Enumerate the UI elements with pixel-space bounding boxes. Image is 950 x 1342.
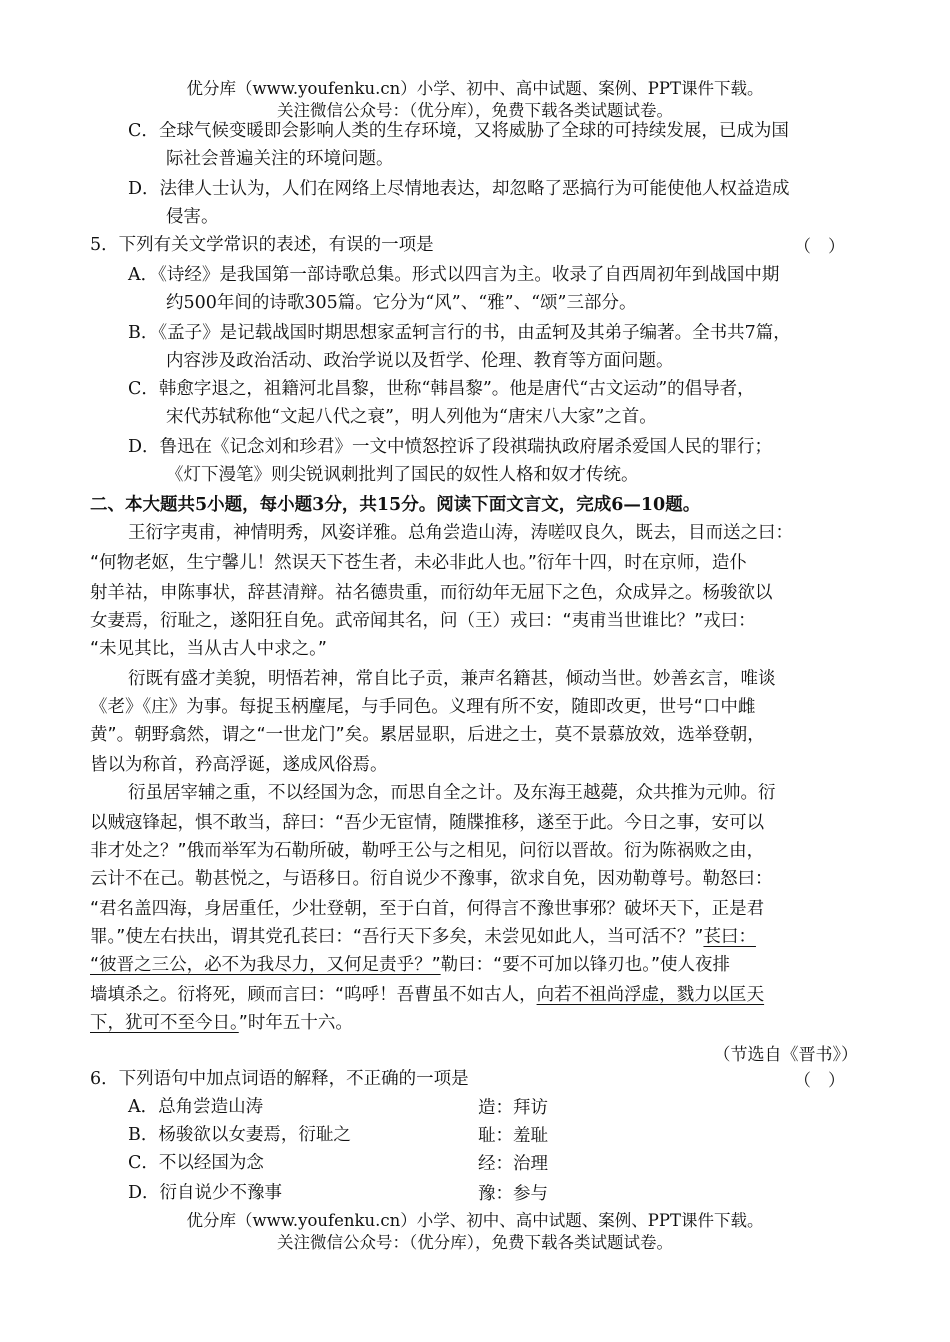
q6-stem: 6．下列语句中加点词语的解释，不正确的一项是: [90, 1069, 469, 1089]
passage-line-16-text: 勒曰：“要不可加以锋刃也。”使人夜排: [440, 955, 731, 975]
q5-option-a-line2: 约500年间的诗歌305篇。它分为“风”、“雅”、“颂”三部分。: [166, 293, 637, 313]
passage-line-2: “何物老妪，生宁馨儿！然误天下苍生者，未必非此人也。”衍年十四，时在京师，造仆: [90, 553, 747, 573]
q6-option-d: D．衍自说少不豫事: [128, 1183, 283, 1203]
passage-line-12: 非才处之？”俄而举军为石勒所破，勒呼王公与之相见，问衍以晋故。衍为陈祸败之由，: [90, 841, 765, 861]
q6-option-b: B．杨骏欲以女妻焉，衍耻之: [128, 1125, 351, 1145]
footer-line-1: 优分库（www.youfenku.cn）小学、初中、高中试题、案例、PPT课件下载。: [186, 1211, 764, 1230]
passage-line-17: [90, 982, 764, 1008]
q5-option-b-line1: B．《孟子》是记载战国时期思想家孟轲言行的书，由孟轲及其弟子编著。全书共7篇，: [128, 323, 791, 343]
passage-line-5: “未见其比，当从古人中求之。”: [90, 639, 327, 659]
passage-line-14: “君名盖四海，身居重任，少壮登朝，至于白首，何得言不豫世事邪？破坏天下，正是君: [90, 899, 765, 919]
q5-option-a-line1: A．《诗经》是我国第一部诗歌总集。形式以四言为主。收录了自西周初年到战国中期: [128, 265, 780, 285]
passage-line-1: 王衍字夷甫，神情明秀，风姿详雅。总角尝造山涛，涛嗟叹良久，既去，目而送之曰：: [128, 523, 793, 543]
q6-answer-paren: （ ）: [794, 1071, 845, 1091]
passage-source: （节选自《晋书》）: [713, 1045, 858, 1065]
passage-line-9: 皆以为称首，矜高浮诞，遂成风俗焉。: [90, 755, 388, 775]
passage-line-13: 云计不在己。勒甚悦之，与语移日。衍自说少不豫事，欲求自免，因劝勒尊号。勒怒曰：: [90, 869, 773, 889]
underlined-sentence-2-start: 向若不祖尚浮虚，戮力以匡天: [536, 985, 765, 1005]
q6-option-b-gloss: 耻：羞耻: [478, 1126, 548, 1146]
q6-option-a-gloss: 造：拜访: [478, 1098, 548, 1118]
q5-answer-paren: （ ）: [794, 237, 845, 257]
passage-line-3: 射羊祜，申陈事状，辞甚清辩。祜名德贵重，而衍幼年无屈下之色，众成异之。杨骏欲以: [90, 583, 773, 603]
passage-line-8: 黄”。朝野翕然，谓之“一世龙门”矣。累居显职，后进之士，莫不景慕放效，选举登朝，: [90, 725, 765, 745]
passage-line-11: 以贼寇锋起，惧不敢当，辞曰：“吾少无宦情，随牒推移，遂至于此。今日之事，安可以: [90, 813, 765, 833]
q6-option-c-gloss: 经：治理: [478, 1154, 548, 1174]
section-2-title: 二、本大题共5小题，每小题3分，共15分。阅读下面文言文，完成6—10题。: [90, 495, 701, 515]
passage-line-7: 《老》《庄》为事。每捉玉柄麈尾，与手同色。义理有所不安，随即改更，世号“口中雌: [90, 697, 756, 717]
q5-option-c-line1: C．韩愈字退之，祖籍河北昌黎，世称“韩昌黎”。他是唐代“古文运动”的倡导者，: [128, 379, 755, 399]
passage-line-15-text: 罪。”使左右扶出，谓其党孔苌曰：“吾行天下多矣，未尝见如此人，当可活不？”: [90, 927, 704, 947]
passage-line-18: [90, 1010, 353, 1036]
q5-option-d-line1: D．鲁迅在《记念刘和珍君》一文中愤怒控诉了段祺瑞执政府屠杀爱国人民的罪行；: [128, 437, 773, 457]
q5-stem: 5．下列有关文学常识的表述，有误的一项是: [90, 235, 434, 255]
underlined-sentence-2-end: 下，犹可不至今日。: [90, 1013, 239, 1033]
underlined-sentence-1-start: 苌曰：: [703, 927, 756, 947]
passage-line-6: 衍既有盛才美貌，明悟若神，常自比子贡，兼声名籍甚，倾动当世。妙善玄言，唯谈: [128, 669, 776, 689]
footer-line-2: 关注微信公众号：（优分库），免费下载各类试题试卷。: [277, 1233, 673, 1252]
passage-line-16: [90, 952, 730, 978]
passage-line-17-text: 墙填杀之。衍将死，顾而言曰：“呜呼！吾曹虽不如古人，: [90, 985, 537, 1005]
header-line-1: 优分库（www.youfenku.cn）小学、初中、高中试题、案例、PPT课件下载。: [186, 79, 764, 98]
passage-line-10: 衍虽居宰辅之重，不以经国为念，而思自全之计。及东海王越薨，众共推为元帅。衍: [128, 783, 776, 803]
passage-line-18-text: ”时年五十六。: [238, 1013, 353, 1033]
q6-option-d-gloss: 豫：参与: [478, 1184, 548, 1204]
q5-option-c-line2: 宋代苏轼称他“文起八代之衰”，明人列他为“唐宋八大家”之首。: [166, 407, 657, 427]
passage-line-4: 女妻焉，衍耻之，遂阳狂自免。武帝闻其名，问（王）戎曰：“夷甫当世谁比？”戎曰：: [90, 611, 756, 631]
q6-option-c: C．不以经国为念: [128, 1153, 264, 1173]
q4-option-c-line1: C．全球气候变暖即会影响人类的生存环境，又将威胁了全球的可持续发展，已成为国: [128, 121, 789, 141]
q6-option-a: A．总角尝造山涛: [128, 1097, 264, 1117]
q4-option-d-line2: 侵害。: [166, 207, 219, 227]
underlined-sentence-1-end: “彼晋之三公，必不为我尽力，又何足责乎？”: [90, 955, 441, 975]
q5-option-d-line2: 《灯下漫笔》则尖锐讽刺批判了国民的奴性人格和奴才传统。: [166, 465, 639, 485]
header-line-2: 关注微信公众号：（优分库），免费下载各类试题试卷。: [277, 101, 673, 120]
q5-option-b-line2: 内容涉及政治活动、政治学说以及哲学、伦理、教育等方面问题。: [166, 351, 674, 371]
passage-line-15: [90, 924, 756, 950]
q4-option-c-line2: 际社会普遍关注的环境问题。: [166, 149, 394, 169]
q4-option-d-line1: D．法律人士认为，人们在网络上尽情地表达，却忽略了恶搞行为可能使他人权益造成: [128, 179, 790, 199]
